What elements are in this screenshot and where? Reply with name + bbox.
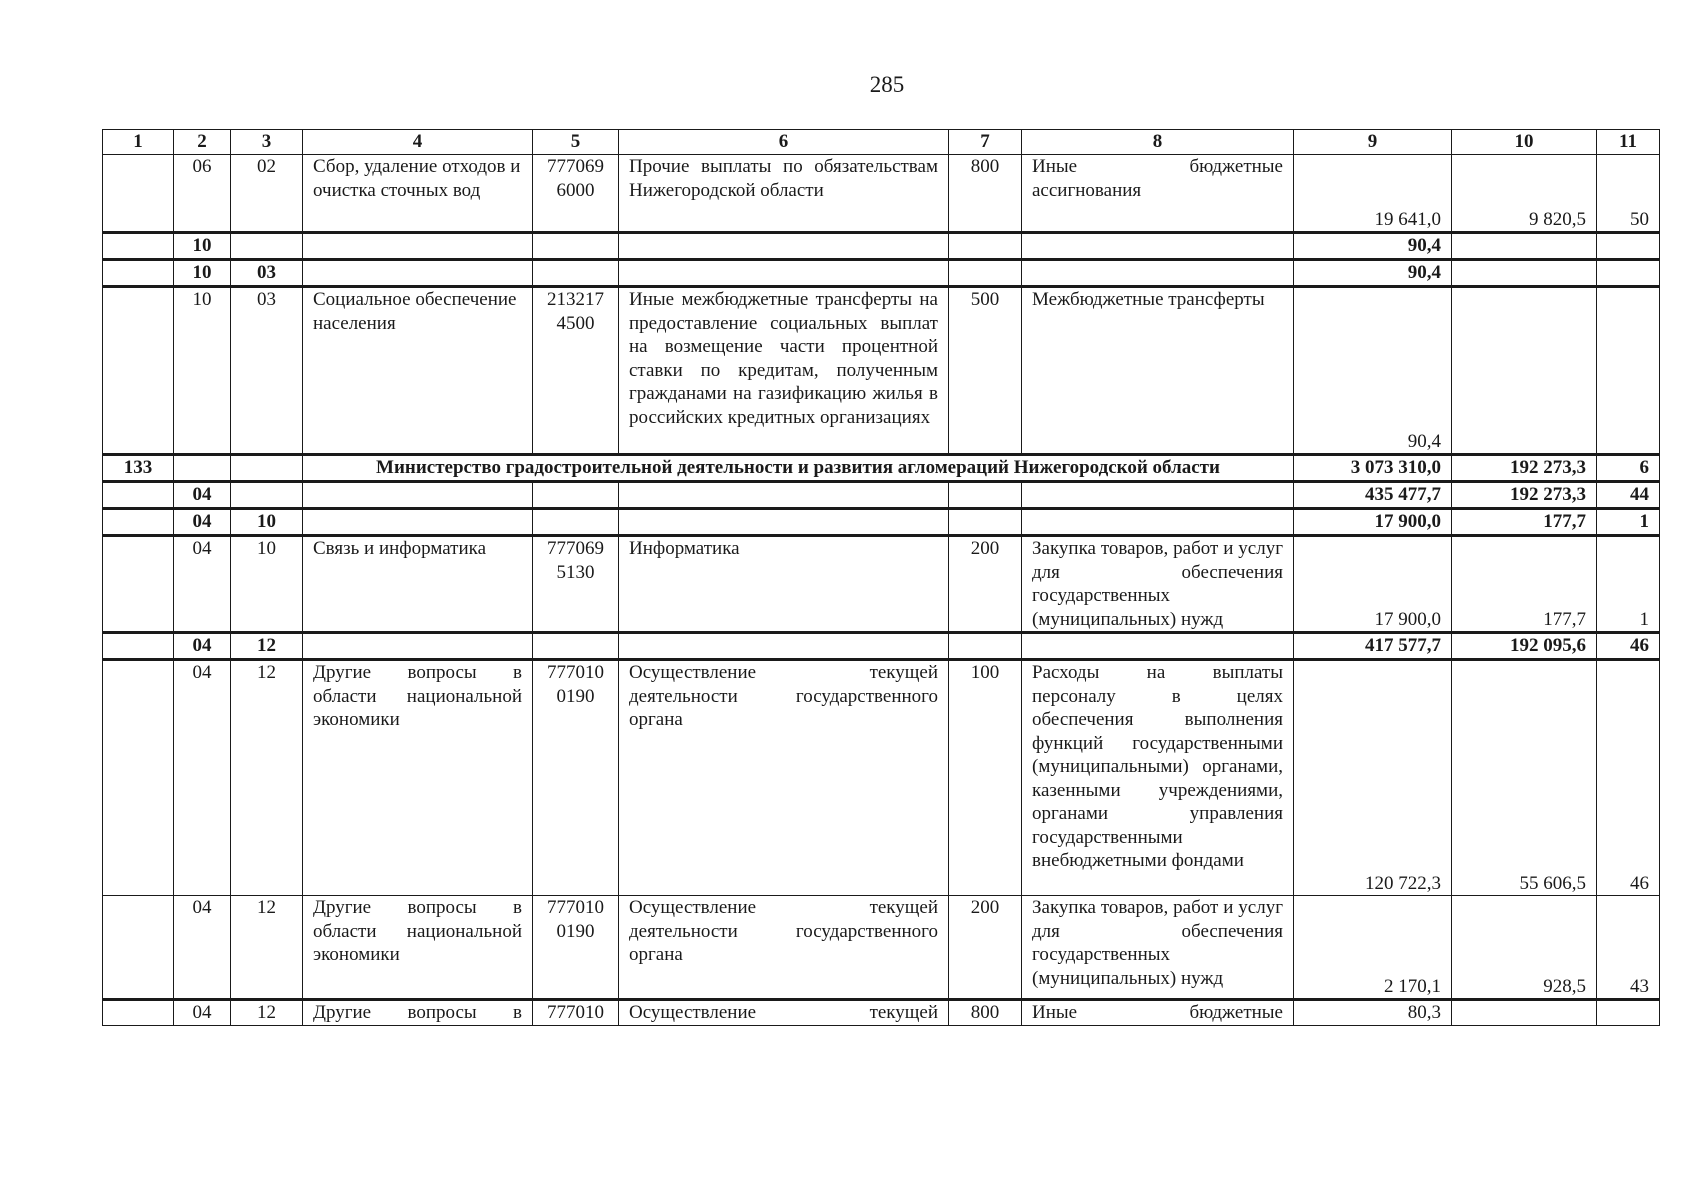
cell-expense-name: Закупка товаров, работ и услуг для обеспечения государственных (муниципальных) нужд	[1022, 536, 1294, 633]
table-row	[103, 660, 1660, 896]
cell-actual	[1452, 233, 1597, 260]
cell-target-code	[533, 509, 619, 536]
cell-target-code: 777010	[533, 1000, 619, 1026]
cell-subsection	[231, 455, 303, 482]
cell-expense-name: Иные бюджетные ассигнования	[1022, 155, 1294, 233]
cell-expense-type	[949, 233, 1022, 260]
col-header: 5	[533, 130, 619, 155]
col-header: 4	[303, 130, 533, 155]
cell-section: 04	[174, 633, 231, 660]
cell-plan: 120 722,3	[1294, 660, 1452, 896]
cell-plan: 2 170,1	[1294, 896, 1452, 1000]
cell-section: 04	[174, 896, 231, 1000]
cell-subsection-name	[303, 260, 533, 287]
col-header: 9	[1294, 130, 1452, 155]
table-row	[103, 1000, 1660, 1026]
table-row	[103, 896, 1660, 1000]
cell-target-code: 777010 0190	[533, 896, 619, 1000]
cell-subsection: 03	[231, 260, 303, 287]
cell-percent: 46	[1597, 660, 1660, 896]
table-header-row	[103, 130, 1660, 155]
cell-subsection	[231, 482, 303, 509]
cell-section: 04	[174, 482, 231, 509]
table-row	[103, 509, 1660, 536]
col-header: 1	[103, 130, 174, 155]
cell-c1	[103, 536, 174, 633]
cell-expense-name: Иные бюджетные	[1022, 1000, 1294, 1026]
cell-expense-name: Закупка товаров, работ и услуг для обеспечения государственных (муниципальных) нужд	[1022, 896, 1294, 1000]
cell-section: 10	[174, 233, 231, 260]
cell-subsection: 02	[231, 155, 303, 233]
cell-c1	[103, 509, 174, 536]
cell-section: 04	[174, 509, 231, 536]
col-header: 7	[949, 130, 1022, 155]
table-row-ministry	[103, 455, 1660, 482]
cell-plan: 17 900,0	[1294, 509, 1452, 536]
cell-c1	[103, 287, 174, 455]
cell-subsection-name: Другие вопросы в	[303, 1000, 533, 1026]
cell-c1	[103, 155, 174, 233]
cell-subsection: 12	[231, 660, 303, 896]
cell-expense-type	[949, 260, 1022, 287]
cell-target-code: 777069 5130	[533, 536, 619, 633]
cell-expense-type	[949, 509, 1022, 536]
col-header: 6	[619, 130, 949, 155]
cell-percent	[1597, 260, 1660, 287]
cell-actual: 177,7	[1452, 536, 1597, 633]
cell-section: 10	[174, 287, 231, 455]
table-row	[103, 482, 1660, 509]
cell-expense-name	[1022, 633, 1294, 660]
cell-subsection-name	[303, 482, 533, 509]
cell-actual	[1452, 260, 1597, 287]
cell-expense-name	[1022, 233, 1294, 260]
budget-table	[102, 129, 1660, 1026]
cell-target-code	[533, 260, 619, 287]
cell-target-name: Осуществление текущей деятельности государственного органа	[619, 896, 949, 1000]
cell-c1	[103, 482, 174, 509]
cell-target-name: Осуществление текущей деятельности государственного органа	[619, 660, 949, 896]
cell-subsection-name	[303, 509, 533, 536]
cell-expense-name	[1022, 509, 1294, 536]
cell-expense-type: 800	[949, 1000, 1022, 1026]
cell-subsection-name: Связь и информатика	[303, 536, 533, 633]
cell-subsection-name: Другие вопросы в области национальной экономики	[303, 660, 533, 896]
cell-expense-type: 200	[949, 896, 1022, 1000]
cell-actual	[1452, 1000, 1597, 1026]
cell-subsection: 10	[231, 509, 303, 536]
cell-target-code	[533, 233, 619, 260]
col-header: 8	[1022, 130, 1294, 155]
cell-section: 06	[174, 155, 231, 233]
cell-actual: 192 273,3	[1452, 482, 1597, 509]
cell-subsection-name	[303, 233, 533, 260]
cell-percent	[1597, 1000, 1660, 1026]
cell-percent: 50	[1597, 155, 1660, 233]
cell-target-code: 213217 4500	[533, 287, 619, 455]
cell-subsection-name: Другие вопросы в области национальной экономики	[303, 896, 533, 1000]
cell-subsection-name	[303, 633, 533, 660]
cell-plan: 90,4	[1294, 287, 1452, 455]
cell-actual: 9 820,5	[1452, 155, 1597, 233]
cell-expense-type: 200	[949, 536, 1022, 633]
cell-subsection-name: Сбор, удаление отходов и очистка сточных вод	[303, 155, 533, 233]
cell-actual	[1452, 287, 1597, 455]
ministry-title: Министерство градостроительной деятельности и развития агломераций Нижегородской области	[303, 455, 1294, 482]
cell-expense-type	[949, 633, 1022, 660]
cell-subsection: 03	[231, 287, 303, 455]
cell-expense-name	[1022, 482, 1294, 509]
cell-target-name	[619, 633, 949, 660]
table-row	[103, 536, 1660, 633]
cell-c1	[103, 1000, 174, 1026]
cell-expense-type: 800	[949, 155, 1022, 233]
table-row	[103, 633, 1660, 660]
cell-c1	[103, 633, 174, 660]
cell-section: 04	[174, 536, 231, 633]
cell-c1	[103, 896, 174, 1000]
cell-plan: 19 641,0	[1294, 155, 1452, 233]
cell-target-name: Иные межбюджетные трансферты на предоставление социальных выплат на возмещение части процентной ставки по кредитам, полученным гражданами на газификацию жилья в российских кредитных организациях	[619, 287, 949, 455]
cell-ministry-code: 133	[103, 455, 174, 482]
cell-subsection: 10	[231, 536, 303, 633]
cell-expense-type	[949, 482, 1022, 509]
cell-target-name	[619, 509, 949, 536]
cell-expense-name: Расходы на выплаты персоналу в целях обеспечения выполнения функций государственными (муниципальными) органами, казенными учреждениями, органами управления государственными внебюджетными фондами	[1022, 660, 1294, 896]
cell-c1	[103, 660, 174, 896]
cell-target-name	[619, 233, 949, 260]
cell-section: 04	[174, 1000, 231, 1026]
cell-target-name: Осуществление текущей	[619, 1000, 949, 1026]
cell-target-name	[619, 260, 949, 287]
cell-percent: 43	[1597, 896, 1660, 1000]
cell-target-code	[533, 633, 619, 660]
cell-actual: 192 273,3	[1452, 455, 1597, 482]
cell-plan: 90,4	[1294, 260, 1452, 287]
cell-percent: 46	[1597, 633, 1660, 660]
cell-percent: 1	[1597, 536, 1660, 633]
table-row	[103, 155, 1660, 233]
cell-expense-name	[1022, 260, 1294, 287]
cell-expense-name: Межбюджетные трансферты	[1022, 287, 1294, 455]
cell-target-name: Информатика	[619, 536, 949, 633]
table-row	[103, 233, 1660, 260]
table-row	[103, 287, 1660, 455]
cell-actual: 55 606,5	[1452, 660, 1597, 896]
cell-c1	[103, 260, 174, 287]
cell-percent: 44	[1597, 482, 1660, 509]
cell-subsection	[231, 233, 303, 260]
cell-actual: 928,5	[1452, 896, 1597, 1000]
cell-plan: 80,3	[1294, 1000, 1452, 1026]
col-header: 3	[231, 130, 303, 155]
page-number: 285	[869, 72, 905, 97]
cell-plan: 17 900,0	[1294, 536, 1452, 633]
cell-c1	[103, 233, 174, 260]
cell-target-code: 777069 6000	[533, 155, 619, 233]
cell-percent: 1	[1597, 509, 1660, 536]
cell-subsection-name: Социальное обеспечение населения	[303, 287, 533, 455]
cell-subsection: 12	[231, 896, 303, 1000]
table-row	[103, 260, 1660, 287]
cell-plan: 3 073 310,0	[1294, 455, 1452, 482]
cell-target-name	[619, 482, 949, 509]
cell-expense-type: 100	[949, 660, 1022, 896]
cell-plan: 417 577,7	[1294, 633, 1452, 660]
col-header: 2	[174, 130, 231, 155]
cell-target-code: 777010 0190	[533, 660, 619, 896]
cell-percent: 6	[1597, 455, 1660, 482]
cell-percent	[1597, 233, 1660, 260]
cell-percent	[1597, 287, 1660, 455]
col-header: 10	[1452, 130, 1597, 155]
cell-actual: 192 095,6	[1452, 633, 1597, 660]
cell-actual: 177,7	[1452, 509, 1597, 536]
cell-section	[174, 455, 231, 482]
cell-target-name: Прочие выплаты по обязательствам Нижегородской области	[619, 155, 949, 233]
cell-expense-type: 500	[949, 287, 1022, 455]
cell-section: 04	[174, 660, 231, 896]
cell-plan: 90,4	[1294, 233, 1452, 260]
cell-subsection: 12	[231, 1000, 303, 1026]
cell-subsection: 12	[231, 633, 303, 660]
cell-section: 10	[174, 260, 231, 287]
col-header: 11	[1597, 130, 1660, 155]
cell-target-code	[533, 482, 619, 509]
cell-plan: 435 477,7	[1294, 482, 1452, 509]
